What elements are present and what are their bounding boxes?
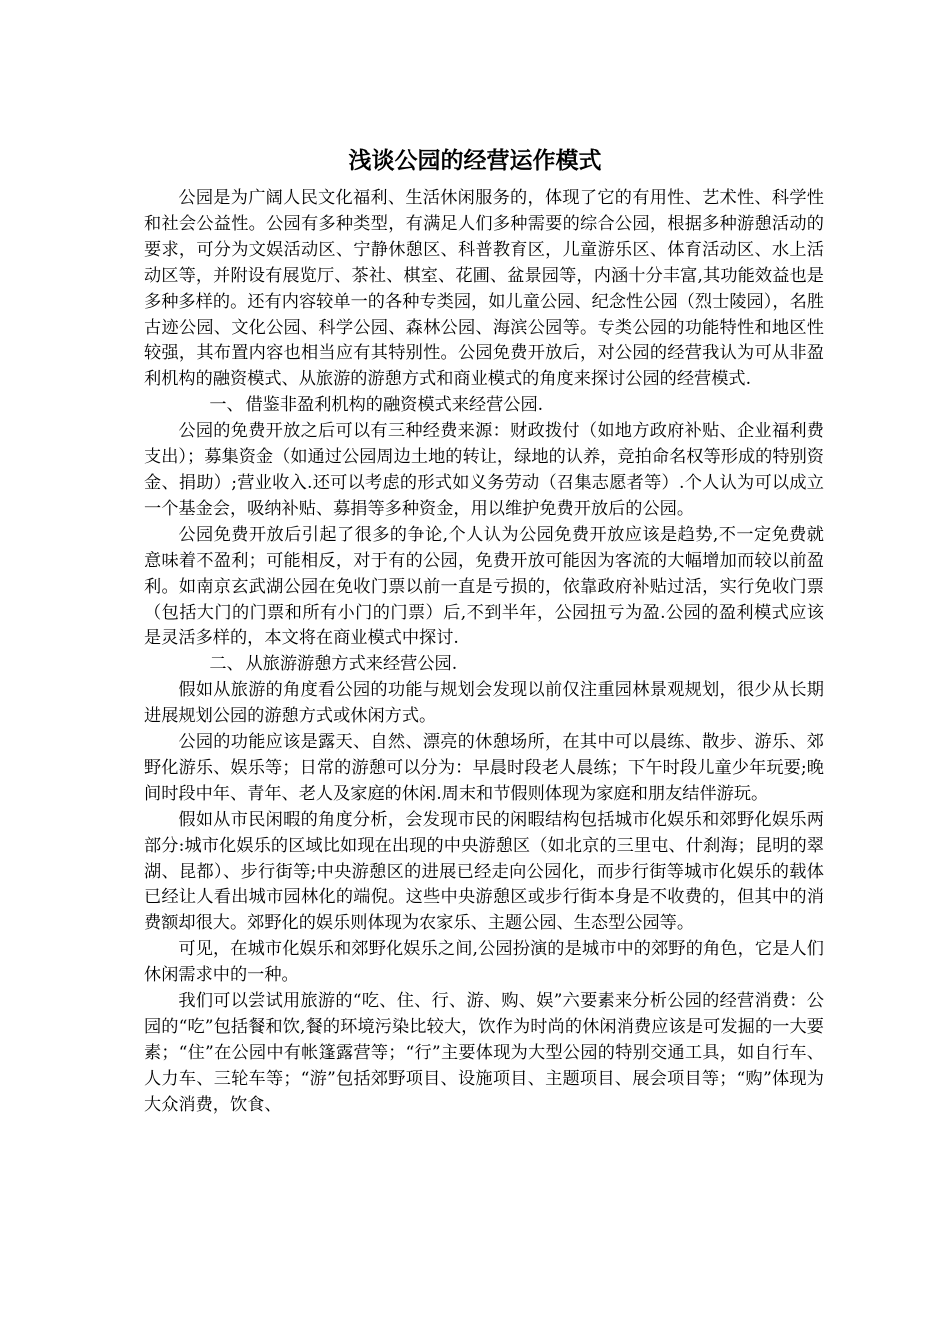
paragraph-tourism-view: 假如从旅游的角度看公园的功能与规划会发现以前仅注重园林景观规划，很少从长期进展规划公园的游憩方式或休闲方式。: [144, 680, 824, 727]
paragraph-intro: 公园是为广阔人民文化福利、生活休闲服务的，体现了它的有用性、艺术性、科学性和社会公益性。公园有多种类型，有满足人们多种需要的综合公园，根据多种游憩活动的要求，可分为文娱活动区、宁静休憩区、科普教育区，儿童游乐区、体育活动区、水上活动区等，并附设有展览厅、茶社、棋室、花圃、盆景园等，内涵十分丰富,其功能效益也是多种多样的。还有内容较单一的各种专类园，如儿童公园、纪念性公园（烈士陵园），名胜古迹公园、文化公园、科学公园、森林公园、海滨公园等。专类公园的功能特性和地区性较强，其布置内容也相当应有其特别性。公园免费开放后，对公园的经营我认为可从非盈利机构的融资模式、从旅游的游憩方式和商业模式的角度来探讨公园的经营模式.: [144, 188, 824, 390]
paragraph-leisure-structure: 假如从市民闲暇的角度分析，会发现市民的闲暇结构包括城市化娱乐和郊野化娱乐两部分:城市化娱乐的区域比如现在出现的中央游憩区（如北京的三里屯、什刹海；昆明的翠湖、昆都）、步行街等;中央游憩区的进展已经走向公园化，而步行街等城市化娱乐的载体已经让人看出城市园林化的端倪。这些中央游憩区或步行街本身是不收费的，但其中的消费额却很大。郊野化的娱乐则体现为农家乐、主题公园、生态型公园等。: [144, 809, 824, 934]
paragraph-park-functions: 公园的功能应该是露天、自然、漂亮的休憩场所，在其中可以晨练、散步、游乐、郊野化游乐、娱乐等；日常的游憩可以分为：早晨时段老人晨练；下午时段儿童少年玩要;晚间时段中年、青年、老人及家庭的休闲.周末和节假则体现为家庭和朋友结伴游玩。: [144, 732, 824, 804]
document-body: [144, 186, 824, 1119]
section-heading-1: [144, 393, 824, 419]
paragraph-six-elements: 我们可以尝试用旅游的“吃、住、行、游、购、娱”六要素来分析公园的经营消费：公园的“吃”包括餐和饮,餐的环境污染比较大，饮作为时尚的休闲消费应该是可发掘的一大要素；“住”在公园中有帐篷露营等；“行”主要体现为大型公园的特别交通工具，如自行车、人力车、三轮车等；“游”包括郊野项目、设施项目、主题项目、展会项目等；“购”体现为大众消费，饮食、: [144, 991, 824, 1115]
paragraph-funding-sources: 公园的免费开放之后可以有三种经费来源：财政拨付（如地方政府补贴、企业福利费支出）；募集资金（如通过公园周边土地的转让，绿地的认养，竞拍命名权等形成的特别资金、捐助）;营业收入.还可以考虑的形式如义务劳动（召集志愿者等）.个人认为可以成立一个基金会，吸纳补贴、募捐等多种资金，用以维护免费开放后的公园。: [144, 421, 824, 519]
section-title-1: 借鉴非盈利机构的融资模式来经营公园.: [245, 395, 544, 416]
paragraph-free-opening: 公园免费开放后引起了很多的争论,个人认为公园免费开放应该是趋势,不一定免费就意味着不盈利；可能相反，对于有的公园，免费开放可能因为客流的大幅增加而较以前盈利。如南京玄武湖公园在免收门票以前一直是亏损的，依靠政府补贴过活，实行免收门票（包括大门的门票和所有小门的门票）后,不到半年，公园扭亏为盈.公园的盈利模式应该是灵活多样的，本文将在商业模式中探讨.: [144, 524, 824, 649]
document-title: 浅谈公园的经营运作模式: [348, 148, 602, 174]
paragraph-park-role: 可见，在城市化娱乐和郊野化娱乐之间,公园扮演的是城市中的郊野的角色，它是人们休闲需求中的一种。: [144, 939, 824, 986]
section-heading-2: [144, 652, 824, 678]
section-number-2: 二、: [209, 654, 244, 675]
section-title-2: 从旅游游憩方式来经营公园.: [245, 654, 458, 675]
section-number-1: 一、: [209, 395, 244, 416]
